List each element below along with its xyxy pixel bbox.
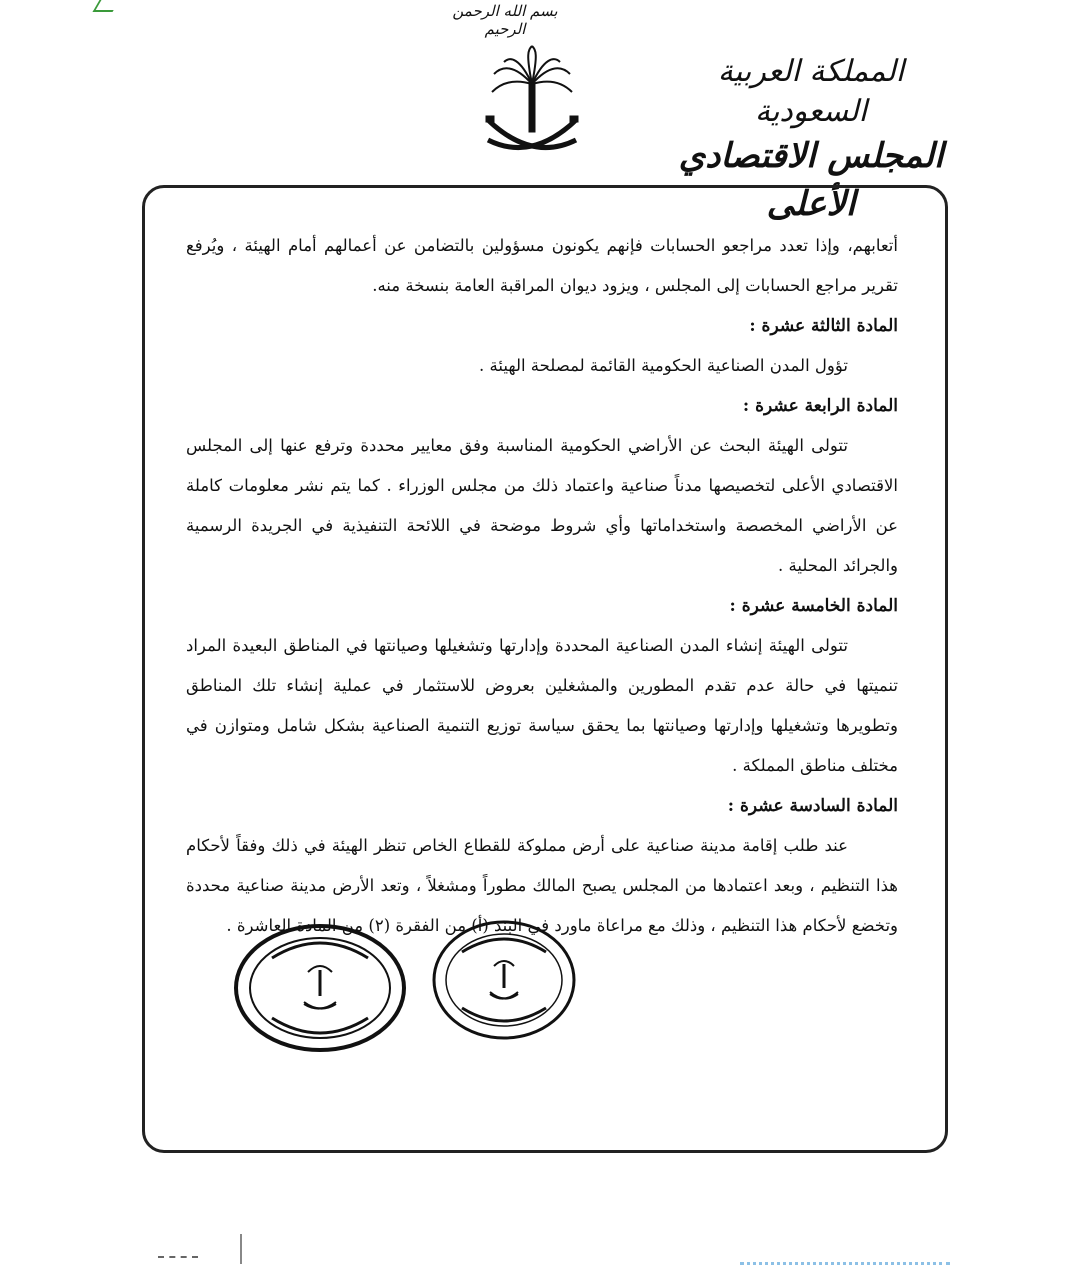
- seal-cabinet-secretariat-icon: [434, 922, 574, 1038]
- basmala: بسم الله الرحمن الرحيم: [452, 2, 558, 38]
- body-paragraph: تتولى الهيئة البحث عن الأراضي الحكومية المناسبة وفق معايير محددة وترفع عنها إلى المجلس الاقتصادي الأعلى لتخصيصها مدناً صناعية واعتماد ذلك من مجلس الوزراء . كما يتم نشر معلومات كاملة عن الأراضي المخصصة واستخداماتها وأي شروط موضحة في اللائحة التنفيذية في الجريدة الرسمية والجرائد المحلية .: [186, 436, 898, 575]
- official-seals: [232, 918, 592, 1058]
- kingdom-name: المملكة العربية السعودية: [717, 54, 905, 129]
- saudi-emblem-icon: [484, 44, 580, 160]
- article-heading: المادة الثالثة عشرة :: [749, 316, 898, 336]
- footer-mark: [158, 1252, 198, 1258]
- body-paragraph: تؤول المدن الصناعية الحكومية القائمة لمصلحة الهيئة .: [479, 356, 848, 375]
- body-paragraph: عند طلب إقامة مدينة صناعية على أرض مملوكة للقطاع الخاص تنظر الهيئة في ذلك وفقاً لأحكام هذا التنظيم ، وبعد اعتمادها من المجلس يصبح المالك مطوراً ومشغلاً ، وتعد الأرض مدينة صناعية محددة وتخضع لأحكام هذا التنظيم ، وذلك مع مراعاة ماورد في البند (أ) من الفقرة (٢) من المادة العاشرة .: [186, 836, 898, 935]
- footer-divider: [240, 1234, 242, 1264]
- seal-economic-council-icon: [236, 926, 404, 1050]
- corner-mark: [93, 0, 120, 12]
- footer-faint-mark: [740, 1246, 950, 1265]
- article-heading: المادة الرابعة عشرة :: [742, 396, 898, 416]
- body-paragraph: أتعابهم، وإذا تعدد مراجعو الحسابات فإنهم يكونون مسؤولين بالتضامن عن أعمالهم أمام الهيئة ، ويُرفع تقرير مراجع الحسابات إلى المجلس ، ويزود ديوان المراقبة العامة بنسخة منه.: [186, 236, 898, 295]
- body-paragraph: تتولى الهيئة إنشاء المدن الصناعية المحددة وإدارتها وتشغيلها وصيانتها في المناطق البعيدة المراد تنميتها في حالة عدم تقدم المطورين والمشغلين بعروض للاستثمار في عملية إنشاء تلك المناطق وتطويرها وتشغيلها وإدارتها وصيانتها بما يحقق سياسة توزيع التنمية الصناعية بشكل شامل ومتوازن في مختلف مناطق المملكة .: [186, 636, 898, 775]
- article-heading: المادة السادسة عشرة :: [727, 796, 898, 816]
- council-name: المجلس الاقتصادي الأعلى: [678, 136, 944, 224]
- article-heading: المادة الخامسة عشرة :: [729, 596, 898, 616]
- document-body: [186, 226, 898, 946]
